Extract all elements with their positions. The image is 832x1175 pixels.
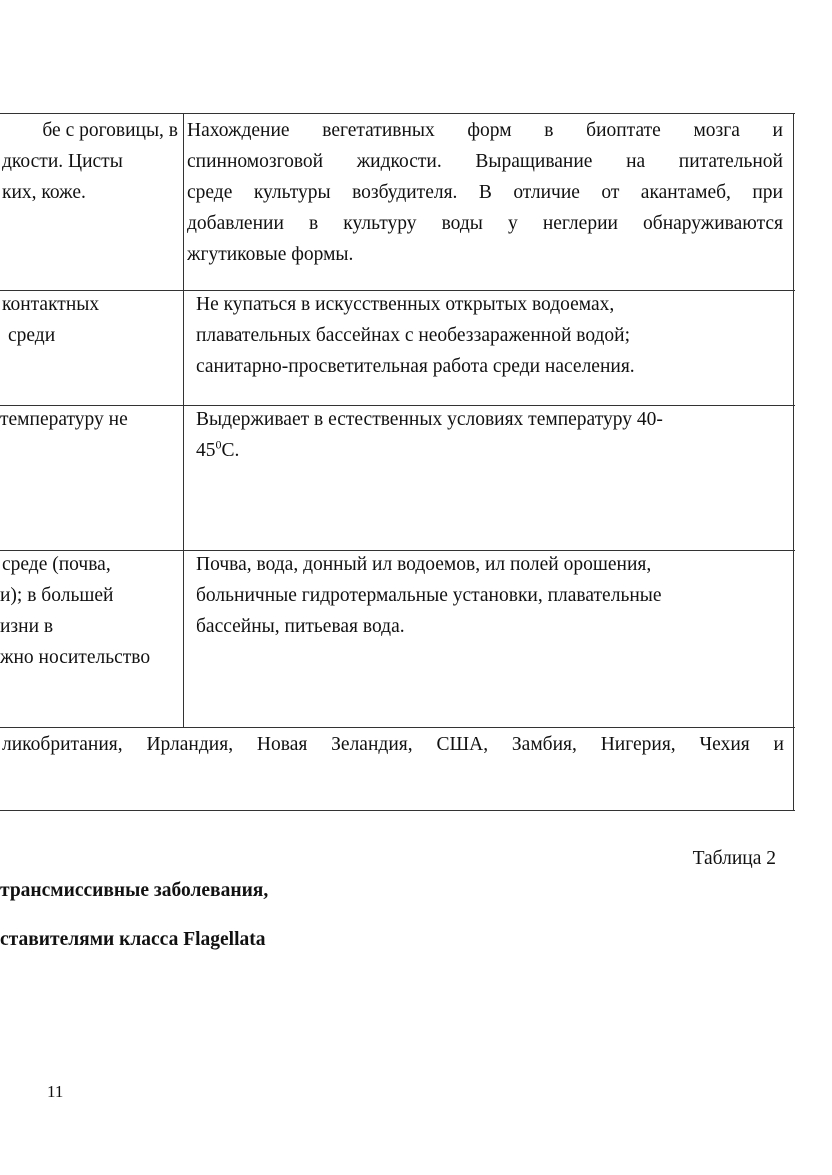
table-cell-full [2,729,784,760]
cell-line: жгутиковые формы. [187,244,354,265]
table-cell-left [0,289,178,351]
cell-line: бе с роговицы, в [42,120,178,141]
cell-line: добавлении в культуру воды у неглерии обнаруживаются [187,213,783,234]
cell-line: Нахождение вегетативных форм в биоптате мозга и [187,120,783,141]
page-number: 11 [47,1082,64,1101]
table-cell-right [196,549,786,642]
table-cell-left [0,404,178,435]
table-caption: Таблица 2 [692,848,776,869]
table-cell-left [0,115,178,208]
table-right-border [793,113,794,811]
cell-line: Выдерживает в естественных условиях температуру 40- [196,409,663,430]
cell-line: Почва, вода, донный ил водоемов, ил полей орошения, [196,554,652,575]
cell-line: больничные гидротермальные установки, плавательные [196,585,662,606]
table-cell-left [0,549,178,673]
table-column-rule [183,113,184,727]
cell-line: жно носительство [0,647,151,668]
cell-line: дкости. Цисты [2,151,123,172]
cell-line: ких, коже. [2,182,86,203]
table-rule [0,113,795,114]
table-cell-right [196,289,786,382]
cell-line: температуру не [0,409,128,430]
cell-line: санитарно-просветительная работа среди населения. [196,356,635,377]
cell-line: плавательных бассейнах с необеззараженной водой; [196,325,631,346]
table-heading-line: трансмиссивные заболевания, [0,880,269,901]
cell-line: среди [8,325,56,346]
table-rule [0,810,795,811]
temperature-value: 45 [196,440,216,461]
table-rule [0,727,795,728]
temperature-unit: С. [221,440,240,461]
table-heading-line: ставителями класса Flagellata [0,929,266,950]
cell-line: бассейны, питьевая вода. [196,616,405,637]
cell-line: и); в большей [0,585,114,606]
table-cell-right [196,404,786,466]
table-cell-right [187,115,783,270]
cell-line [196,435,786,466]
cell-line: среде (почва, [2,554,111,575]
cell-line: контактных [2,294,100,315]
cell-line: спинномозговой жидкости. Выращивание на питательной [187,151,783,172]
cell-line: ликобритания, Ирландия, Новая Зеландия, США, Замбия, Нигерия, Чехия и [2,734,784,755]
cell-line: среде культуры возбудителя. В отличие от акантамеб, при [187,182,783,203]
cell-line: Не купаться в искусственных открытых водоемах, [196,294,615,315]
cell-line: изни в [0,616,54,637]
degree-superscript: 0 [215,437,222,452]
